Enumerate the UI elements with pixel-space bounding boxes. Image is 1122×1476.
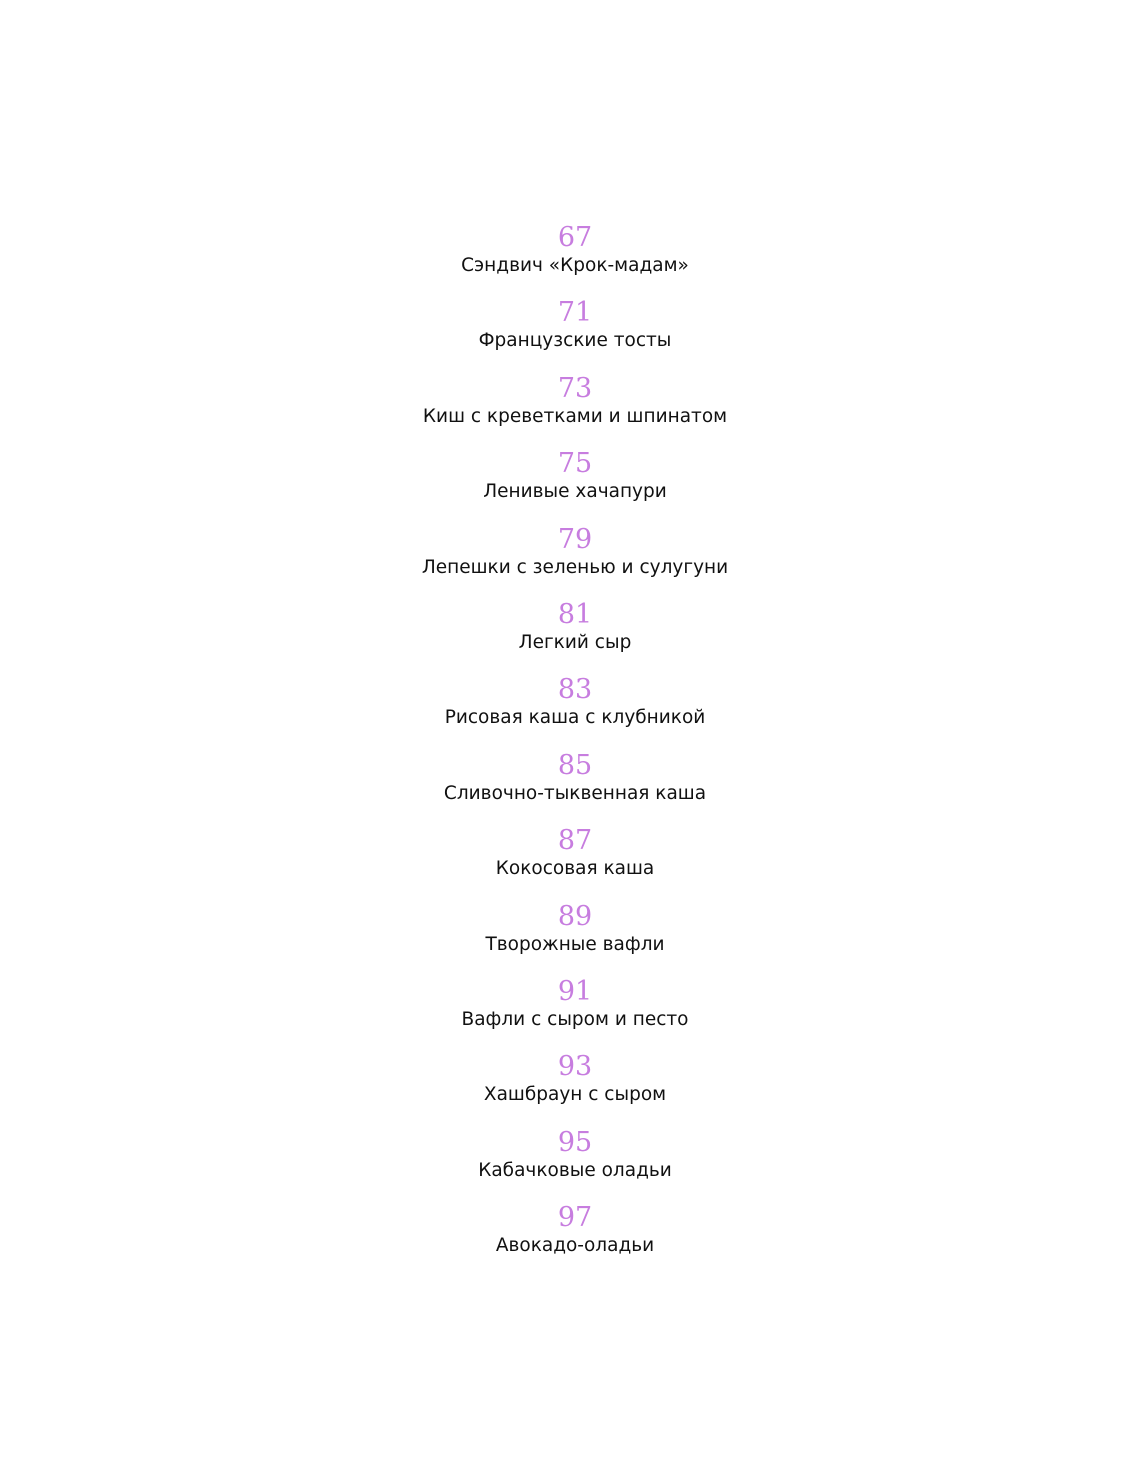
toc-page-number: 83 xyxy=(557,674,593,706)
toc-recipe-title: Кабачковые оладьи xyxy=(478,1159,672,1181)
toc-recipe-title: Кокосовая каша xyxy=(495,858,655,880)
toc-entry xyxy=(0,746,1122,821)
toc-entry xyxy=(0,821,1122,896)
toc-recipe-title: Легкий сыр xyxy=(518,631,632,653)
toc-entry xyxy=(0,1198,1122,1273)
toc-page-number: 73 xyxy=(557,372,593,404)
toc-entry xyxy=(0,595,1122,670)
toc-entry xyxy=(0,972,1122,1047)
toc-entry xyxy=(0,293,1122,368)
toc-page-number: 71 xyxy=(557,297,593,329)
toc-entry xyxy=(0,444,1122,519)
toc-recipe-title: Вафли с сыром и песто xyxy=(461,1008,689,1030)
toc-recipe-title: Французские тосты xyxy=(478,330,672,352)
toc-recipe-title: Ленивые хачапури xyxy=(483,481,667,503)
toc-entry xyxy=(0,897,1122,972)
toc-entry xyxy=(0,1047,1122,1122)
toc-entry xyxy=(0,1123,1122,1198)
toc-page-number: 87 xyxy=(557,825,593,857)
toc-page-number: 67 xyxy=(557,222,593,253)
toc-recipe-title: Лепешки с зеленью и сулугуни xyxy=(421,556,729,578)
toc-page-number: 75 xyxy=(557,448,593,480)
toc-recipe-title: Киш с креветками и шпинатом xyxy=(422,405,728,427)
toc-page-number: 85 xyxy=(557,749,593,781)
toc-entry xyxy=(0,218,1122,293)
toc-page-number: 95 xyxy=(557,1126,593,1158)
toc-entry xyxy=(0,520,1122,595)
toc-entry xyxy=(0,369,1122,444)
toc-recipe-title: Хашбраун с сыром xyxy=(483,1084,667,1106)
toc-page-number: 91 xyxy=(557,975,593,1007)
toc-recipe-title: Сливочно-тыквенная каша xyxy=(443,782,707,804)
table-of-contents xyxy=(0,218,1122,1273)
toc-page-number: 79 xyxy=(557,523,593,555)
toc-recipe-title: Сэндвич «Крок-мадам» xyxy=(461,255,689,276)
toc-entry xyxy=(0,670,1122,745)
toc-recipe-title: Творожные вафли xyxy=(485,933,665,955)
toc-page-number: 97 xyxy=(557,1202,593,1234)
toc-page-number: 89 xyxy=(557,900,593,932)
toc-page-number: 81 xyxy=(557,598,593,630)
toc-recipe-title: Авокадо-оладьи xyxy=(495,1235,655,1257)
toc-recipe-title: Рисовая каша с клубникой xyxy=(444,707,706,729)
toc-page-number: 93 xyxy=(557,1051,593,1083)
